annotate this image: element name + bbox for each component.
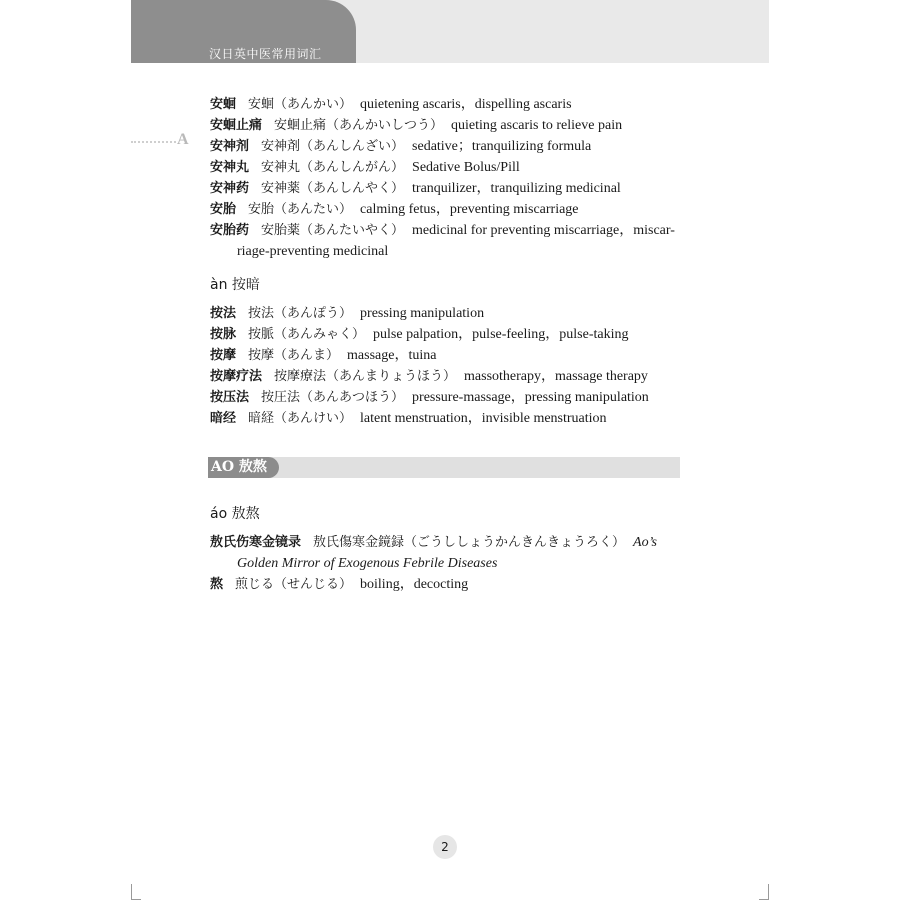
entry: [210, 366, 680, 387]
entry-japanese: 按圧法（あんあつほう）: [261, 390, 405, 405]
entry-english: pulse palpation，pulse-feeling，pulse-taking: [373, 327, 629, 342]
entry-english: latent menstruation，invisible menstruation: [360, 411, 607, 426]
entry-japanese: 安神薬（あんしんやく）: [261, 181, 405, 196]
pinyin-heading: àn 按暗: [210, 277, 260, 293]
entry-chinese: 按摩疗法: [210, 369, 263, 384]
entry-english: quieting ascaris to relieve pain: [451, 118, 623, 133]
crop-mark-right: [759, 884, 769, 900]
entry-chinese: 安神剂: [210, 139, 250, 154]
side-index-letter: A: [177, 131, 189, 148]
entry-english-continued: Golden Mirror of Exogenous Febrile Diseases: [237, 556, 498, 571]
section-label: AO 敖熬: [208, 457, 279, 478]
entry-chinese: 敖氏伤寒金镜录: [210, 535, 302, 550]
entry: [210, 199, 680, 220]
entry-english: pressure-massage，pressing manipulation: [412, 390, 649, 405]
entry: [210, 136, 680, 157]
entry-english: pressing manipulation: [360, 306, 485, 321]
entry-japanese: 按摩（あんま）: [248, 348, 340, 363]
entry: [210, 157, 680, 178]
entry-english-continued: riage-preventing medicinal: [237, 244, 389, 259]
entry-japanese: 安神丸（あんしんがん）: [261, 160, 405, 175]
entry: [210, 220, 680, 262]
entry-english: sedative；tranquilizing formula: [412, 139, 592, 154]
book-title: 汉日英中医常用词汇: [209, 47, 322, 61]
entry-japanese: 安蛔止痛（あんかいしつう）: [274, 118, 444, 133]
entry-english: calming fetus，preventing miscarriage: [360, 202, 579, 217]
entry-chinese: 熬: [210, 577, 224, 592]
entry-english: Ao’s: [633, 535, 657, 550]
entry-chinese: 安胎: [210, 202, 237, 217]
entry: [210, 345, 680, 366]
entry-japanese: 安蛔（あんかい）: [248, 97, 353, 112]
entry-chinese: 安神丸: [210, 160, 250, 175]
entry-chinese: 安神药: [210, 181, 250, 196]
entry-japanese: 安胎（あんたい）: [248, 202, 353, 217]
entry-chinese: 按摩: [210, 348, 237, 363]
entry-english: quietening ascaris，dispelling ascaris: [360, 97, 572, 112]
entry-japanese: 按法（あんぽう）: [248, 306, 353, 321]
entry-english: tranquilizer，tranquilizing medicinal: [412, 181, 621, 196]
entry-japanese: 安神剤（あんしんざい）: [261, 139, 405, 154]
entry: [210, 303, 680, 324]
entry-japanese: 按脈（あんみゃく）: [248, 327, 366, 342]
entry-english: massage，tuina: [347, 348, 437, 363]
entry-english: massotherapy，massage therapy: [464, 369, 648, 384]
entry-chinese: 安蛔止痛: [210, 118, 263, 133]
entry: [210, 574, 680, 595]
entry-chinese: 按脉: [210, 327, 237, 342]
entry-japanese: 暗経（あんけい）: [248, 411, 353, 426]
entry-english: Sedative Bolus/Pill: [412, 160, 520, 175]
entry-english: medicinal for preventing miscarriage，miscar-: [412, 223, 675, 238]
crop-mark-left: [131, 884, 141, 900]
page-number: 2: [433, 835, 457, 859]
pinyin-heading: áo 敖熬: [210, 506, 260, 522]
entry-japanese: 煎じる（せんじる）: [235, 577, 353, 592]
entry-chinese: 暗经: [210, 411, 237, 426]
entry: [210, 178, 680, 199]
entry: [210, 115, 680, 136]
entry-chinese: 按压法: [210, 390, 250, 405]
entry: [210, 387, 680, 408]
entry-chinese: 安胎药: [210, 223, 250, 238]
entry: [210, 94, 680, 115]
entry: [210, 324, 680, 345]
entry-english: boiling，decocting: [360, 577, 469, 592]
entry-japanese: 按摩療法（あんまりょうほう）: [274, 369, 457, 384]
entry-japanese: 敖氏傷寒金鏡録（ごうししょうかんきんきょうろく）: [313, 535, 626, 550]
side-index-line: [131, 141, 176, 143]
entry-chinese: 按法: [210, 306, 237, 321]
entry: [210, 532, 680, 574]
entry-japanese: 安胎薬（あんたいやく）: [261, 223, 405, 238]
entry-chinese: 安蛔: [210, 97, 237, 112]
entry: [210, 408, 680, 429]
